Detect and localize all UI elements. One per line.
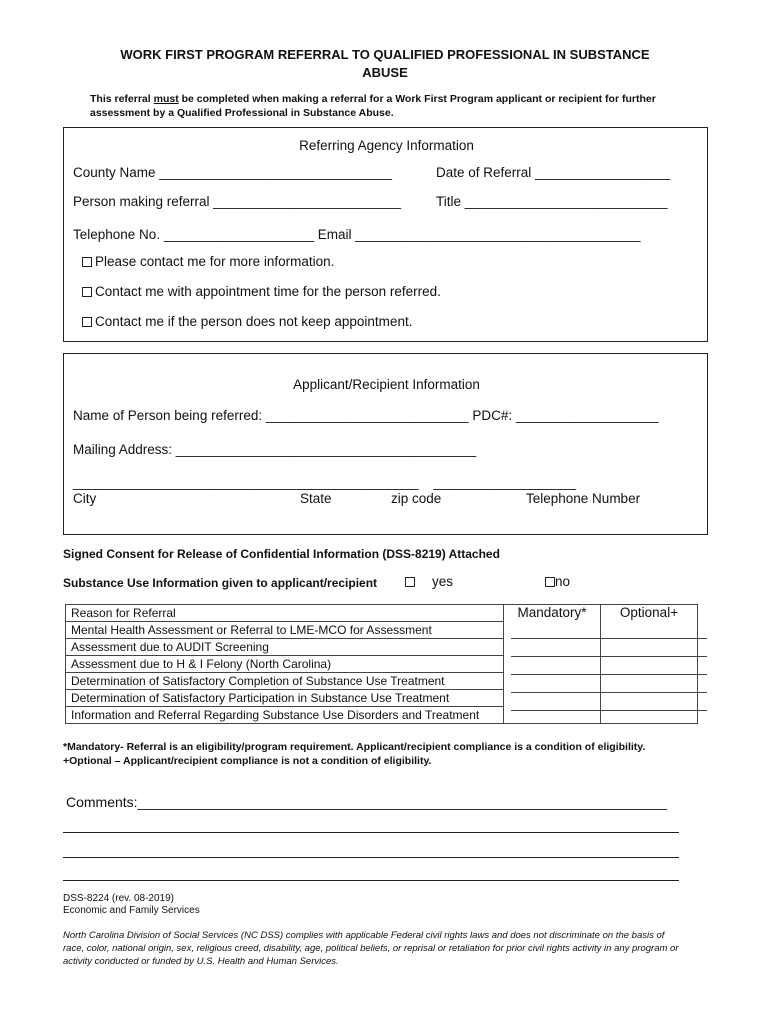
form-identifier bbox=[63, 893, 200, 917]
reason-cell: Determination of Satisfactory Completion of Substance Use Treatment bbox=[66, 673, 504, 690]
optional-header: Optional+ bbox=[601, 605, 698, 724]
form-title bbox=[80, 46, 690, 82]
mandatory-header: Mandatory* bbox=[504, 605, 601, 724]
form-title-line2: ABUSE bbox=[362, 65, 408, 80]
intro-text bbox=[90, 92, 690, 120]
applicant-heading: Applicant/Recipient Information bbox=[293, 377, 480, 392]
contact-appointment-option[interactable] bbox=[82, 284, 441, 299]
referring-agency-heading: Referring Agency Information bbox=[299, 138, 474, 153]
checkmark-grid bbox=[511, 621, 707, 711]
county-name-field[interactable]: County Name _______________________________ bbox=[73, 165, 393, 180]
comments-line[interactable] bbox=[63, 857, 679, 858]
mailing-address-field[interactable]: Mailing Address: ________________________________________ bbox=[73, 442, 477, 457]
substance-use-question: Substance Use Information given to applicant/recipient bbox=[63, 576, 378, 590]
intro-pre: This referral bbox=[90, 93, 154, 105]
checkbox[interactable] bbox=[405, 577, 415, 587]
intro-must: must bbox=[153, 93, 179, 105]
checkbox[interactable] bbox=[82, 317, 92, 327]
telephone-email-field[interactable]: Telephone No. ____________________ Email ______________________________________ bbox=[73, 227, 641, 242]
referring-agency-section bbox=[63, 127, 708, 342]
mandatory-note: *Mandatory- Referral is an eligibility/program requirement. Applicant/recipient compliance is a condition of eligibility. bbox=[63, 741, 646, 753]
checkbox[interactable] bbox=[82, 257, 92, 267]
comments-field[interactable]: Comments:____________________________________________________________________ bbox=[66, 794, 668, 810]
comments-line[interactable] bbox=[63, 832, 679, 833]
contact-missed-appointment-label: Contact me if the person does not keep appointment. bbox=[95, 314, 413, 329]
reason-cell: Assessment due to AUDIT Screening bbox=[66, 639, 504, 656]
table-header-row bbox=[66, 605, 698, 622]
telephone-number-label: Telephone Number bbox=[526, 491, 641, 506]
reason-cell: Information and Referral Regarding Substance Use Disorders and Treatment bbox=[66, 707, 504, 724]
intro-post: be completed when making a referral for a Work First Program applicant or recipient for further assessment by a Qualified Professional in Substance Abuse. bbox=[90, 93, 656, 119]
reason-cell: Determination of Satisfactory Participation in Substance Use Treatment bbox=[66, 690, 504, 707]
no-label: no bbox=[555, 574, 571, 589]
yes-option[interactable] bbox=[405, 574, 453, 589]
optional-note: +Optional – Applicant/recipient compliance is not a condition of eligibility. bbox=[63, 755, 432, 767]
reason-cell: Mental Health Assessment or Referral to LME-MCO for Assessment bbox=[66, 622, 504, 639]
contact-more-info-label: Please contact me for more information. bbox=[95, 254, 335, 269]
comments-line[interactable] bbox=[63, 880, 679, 881]
date-of-referral-field[interactable]: Date of Referral __________________ bbox=[436, 165, 671, 180]
person-referred-pdc-field[interactable]: Name of Person being referred: ___________________________ PDC#: ___________________ bbox=[73, 408, 659, 423]
reason-cell: Assessment due to H & I Felony (North Carolina) bbox=[66, 656, 504, 673]
reason-header: Reason for Referral bbox=[66, 605, 504, 622]
checkbox[interactable] bbox=[82, 287, 92, 297]
title-field[interactable]: Title ___________________________ bbox=[436, 194, 668, 209]
checkbox[interactable] bbox=[545, 577, 555, 587]
no-option[interactable] bbox=[545, 574, 570, 589]
consent-statement: Signed Consent for Release of Confidential Information (DSS-8219) Attached bbox=[63, 547, 500, 561]
footnotes bbox=[63, 740, 703, 768]
contact-more-info-option[interactable] bbox=[82, 254, 334, 269]
person-making-referral-field[interactable]: Person making referral _________________________ bbox=[73, 194, 402, 209]
applicant-section bbox=[63, 353, 708, 535]
contact-appointment-label: Contact me with appointment time for the person referred. bbox=[95, 284, 441, 299]
nondiscrimination-statement: North Carolina Division of Social Services (NC DSS) complies with applicable Federal civil rights laws and does not discriminate on the basis of race, color, national origin, sex, religious creed, disability, age, political beliefs, or reprisal or retaliation for prior civil rights activity in any program or activity conducted or funded by U.S. Health and Human Services. bbox=[63, 930, 679, 967]
state-label: State bbox=[300, 491, 332, 506]
city-label: City bbox=[73, 491, 97, 506]
address-underline-row[interactable]: ______________________________________________ ___________________ bbox=[73, 475, 577, 490]
form-title-line1: WORK FIRST PROGRAM REFERRAL TO QUALIFIED PROFESSIONAL IN SUBSTANCE bbox=[120, 47, 650, 62]
yes-label: yes bbox=[432, 574, 454, 589]
department-name: Economic and Family Services bbox=[63, 905, 200, 916]
contact-missed-appointment-option[interactable] bbox=[82, 314, 412, 329]
form-number: DSS-8224 (rev. 08-2019) bbox=[63, 893, 174, 904]
zip-code-label: zip code bbox=[391, 491, 442, 506]
